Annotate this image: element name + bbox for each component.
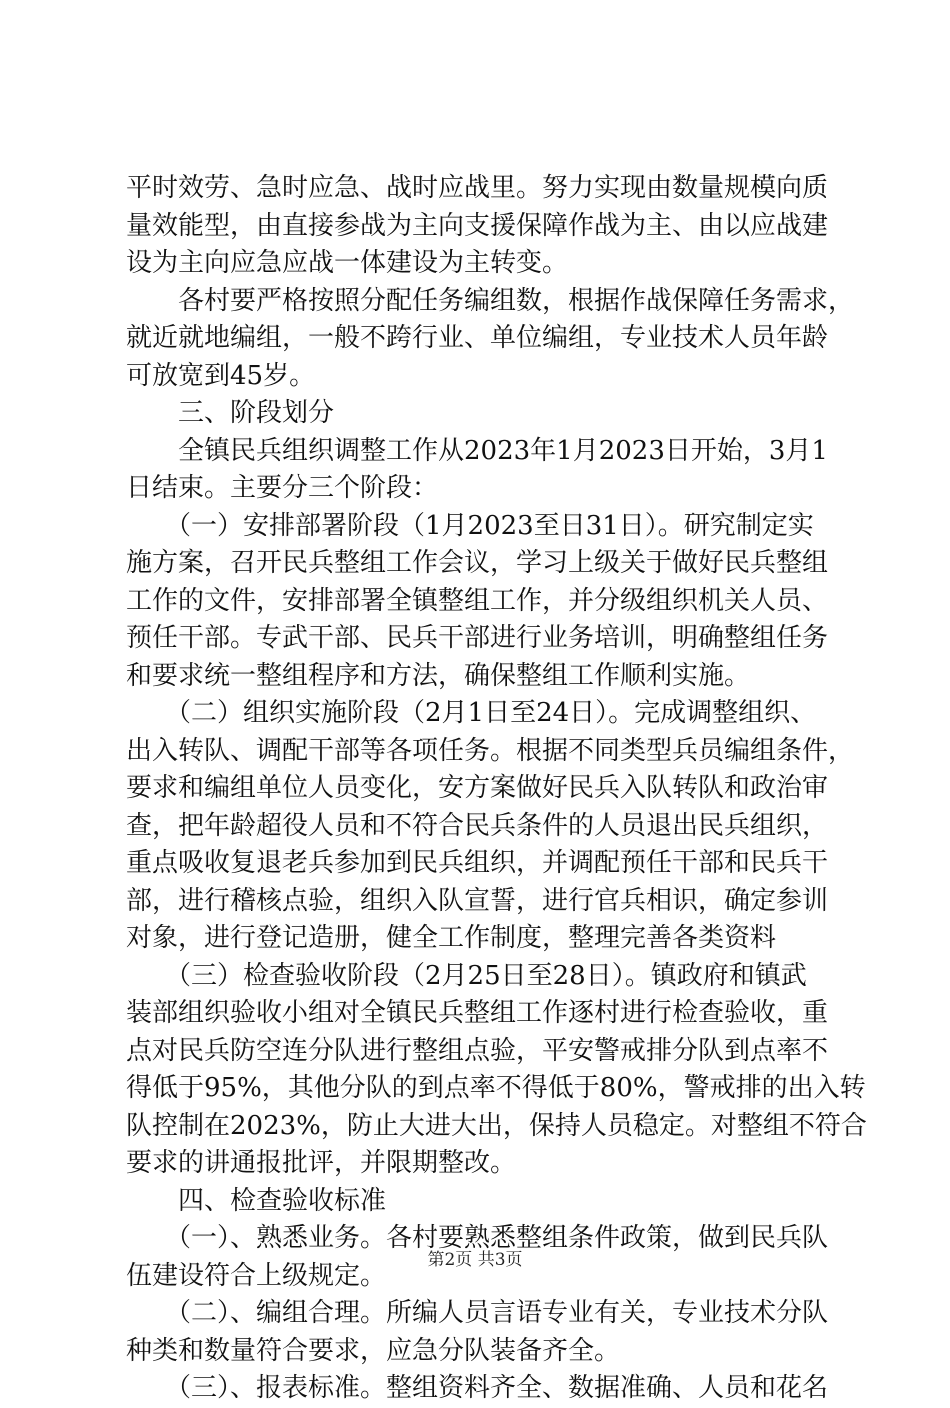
text-line: （三）、报表标准。整组资料齐全、数据准确、人员和花名 [126,1373,829,1403]
text-line: 预任干部。专武干部、民兵干部进行业务培训，明确整组任务 [126,623,829,653]
text-line: 出入转队、调配干部等各项任务。根据不同类型兵员编组条件， [126,735,855,766]
text-line: 重点吸收复退老兵参加到民兵组织，并调配预任干部和民兵干 [126,848,829,878]
text-line: 种类和数量符合要求，应急分队装备齐全。 [126,1335,621,1366]
text-line: 要求的讲通报批评，并限期整改。 [126,1148,517,1178]
text-line: 就近就地编组，一般不跨行业、单位编组，专业技术人员年龄 [126,323,829,353]
text-line: 部，进行稽核点验，组织入队宣誓，进行官兵相识，确定参训 [126,885,829,916]
text-line: 各村要严格按照分配任务编组数，根据作战保障任务需求， [126,285,855,316]
text-line: 装部组织验收小组对全镇民兵整组工作逐村进行检查验收，重 [126,998,829,1028]
text-line: 得低于95%，其他分队的到点率不得低于80%，警戒排的出入转 [126,1073,866,1103]
text-line: 全镇民兵组织调整工作从2023年1月2023日开始，3月1 [126,435,828,466]
text-line: 施方案，召开民兵整组工作会议，学习上级关于做好民兵整组 [126,548,829,578]
text-line: （二）、编组合理。所编人员言语专业有关，专业技术分队 [126,1298,829,1328]
text-line: 要求和编组单位人员变化，安方案做好民兵入队转队和政治审 [126,773,829,803]
section-heading: 三、阶段划分 [126,398,335,428]
text-line: 日结束。主要分三个阶段： [126,473,439,503]
text-line: 对象，进行登记造册，健全工作制度，整理完善各类资料 [126,923,777,953]
text-line: 查，把年龄超役人员和不符合民兵条件的人员退出民兵组织， [126,810,829,841]
text-line: 设为主向应急应战一体建设为主转变。 [126,248,569,278]
text-line: （一）、熟悉业务。各村要熟悉整组条件政策，做到民兵队 [126,1223,829,1253]
text-line: （二）组织实施阶段（2月1日至24日）。完成调整组织、 [126,698,817,728]
page-number-footer: 第2页 共3页 [427,1250,523,1270]
document-body [126,170,867,1408]
text-line: （三）检查验收阶段（2月25日至28日）。镇政府和镇武 [126,960,807,991]
text-line: 点对民兵防空连分队进行整组点验，平安警戒排分队到点率不 [126,1035,829,1066]
text-line: 可放宽到45岁。 [126,360,316,391]
text-line: 队控制在2023%，防止大进大出，保持人员稳定。对整组不符合 [126,1110,867,1141]
text-line: 量效能型，由直接参战为主向支援保障作战为主、由以应战建 [126,210,829,241]
text-line: 伍建设符合上级规定。 [126,1260,387,1291]
text-line: 和要求统一整组程序和方法，确保整组工作顺利实施。 [126,660,751,691]
text-line: （一）安排部署阶段（1月2023至日31日）。研究制定实 [126,510,814,541]
section-heading: 四、检查验收标准 [126,1185,387,1216]
text-line: 平时效劳、急时应急、战时应战里。努力实现由数量规模向质 [126,173,829,203]
text-line: 工作的文件，安排部署全镇整组工作，并分级组织机关人员、 [126,585,829,616]
